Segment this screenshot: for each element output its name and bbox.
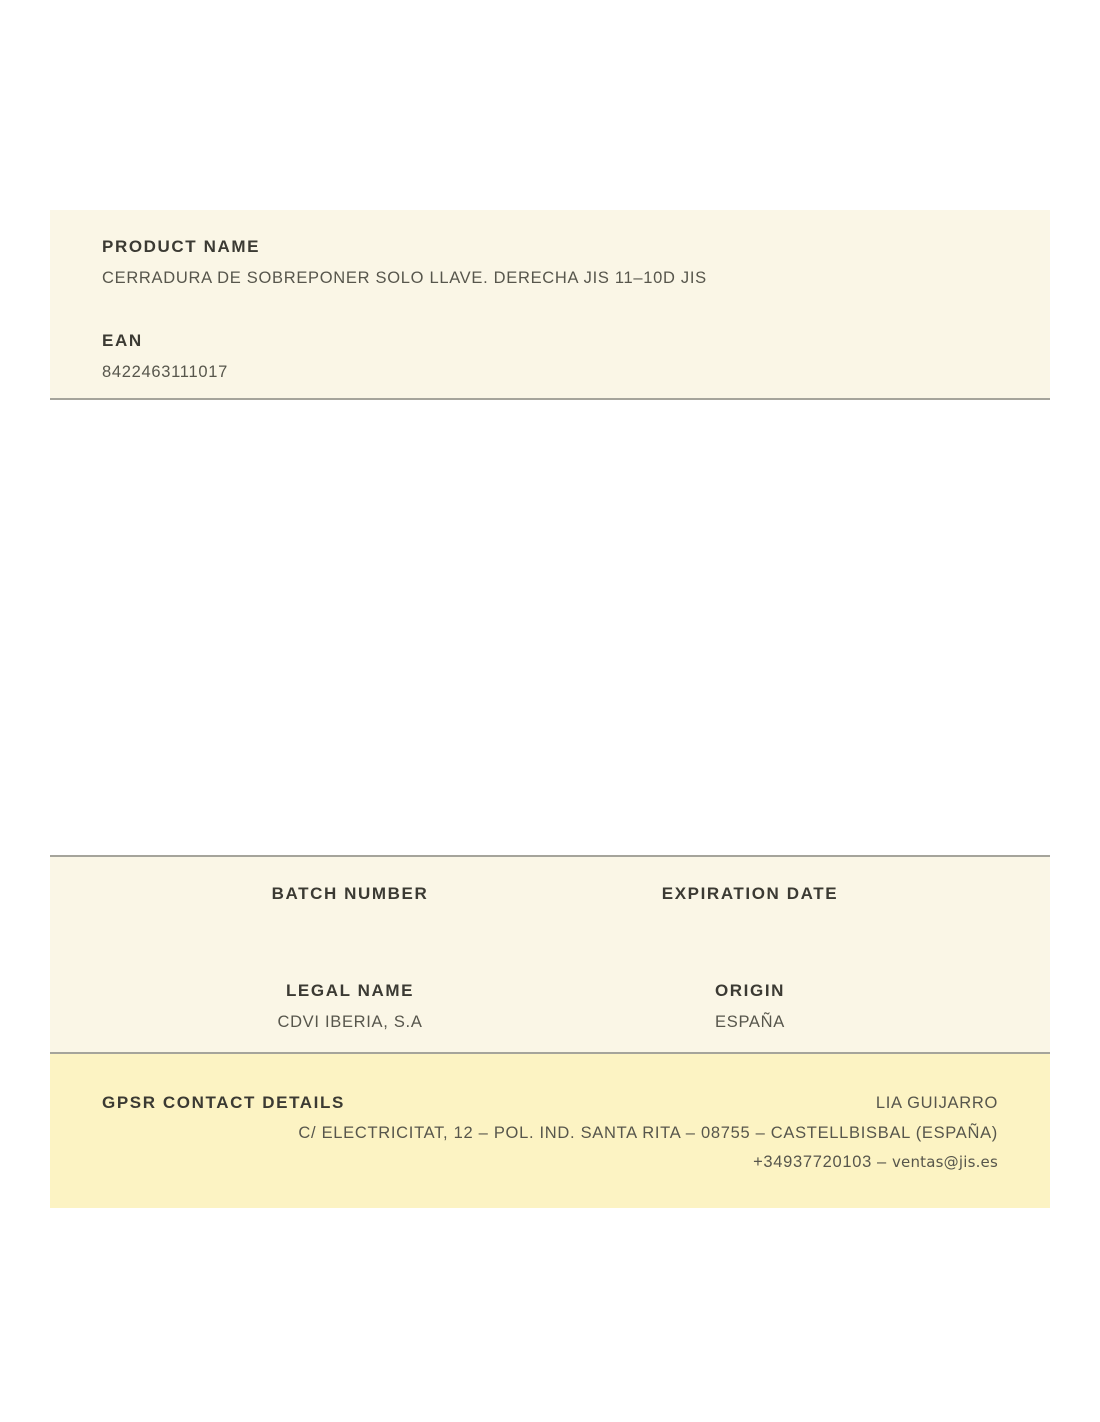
batch-number-field [150, 884, 550, 914]
gpsr-contact-name: LIA GUIJARRO [875, 1094, 998, 1112]
legal-name-value: CDVI IBERIA, S.A [277, 1012, 423, 1031]
product-name-value: CERRADURA DE SOBREPONER SOLO LLAVE. DERECHA JIS 11–10D JIS [102, 269, 707, 288]
phone-email-separator: – [877, 1153, 887, 1172]
product-name-field [102, 237, 998, 289]
gpsr-contact-label: GPSR CONTACT DETAILS [102, 1093, 345, 1112]
origin-label: ORIGIN [714, 981, 786, 1001]
gpsr-contact-email-link[interactable]: ventas@jis.es [891, 1153, 998, 1172]
batch-expiration-row [150, 884, 950, 914]
expiration-date-field [550, 884, 950, 914]
ean-label: EAN [102, 331, 143, 351]
expiration-date-label: EXPIRATION DATE [661, 884, 839, 903]
product-name-label: PRODUCT NAME [102, 237, 261, 256]
legal-origin-row [150, 981, 950, 1032]
batch-number-label: BATCH NUMBER [271, 884, 429, 903]
origin-field [550, 981, 950, 1032]
gpsr-contact-header [102, 1093, 998, 1114]
product-info-card [50, 210, 1050, 400]
gpsr-contact-card [50, 1054, 1050, 1208]
legal-name-field [150, 981, 550, 1032]
product-details-card [50, 855, 1050, 1054]
gpsr-contact-phone-line [102, 1152, 998, 1173]
origin-value: ESPAÑA [715, 1012, 785, 1031]
ean-field [102, 331, 998, 383]
ean-value: 8422463111017 [102, 363, 228, 382]
gpsr-contact-address: C/ ELECTRICITAT, 12 – POL. IND. SANTA RITA – 08755 – CASTELLBISBAL (ESPAÑA) [298, 1123, 998, 1142]
gpsr-contact-phone: +34937720103 [753, 1153, 873, 1172]
legal-name-label: LEGAL NAME [285, 981, 415, 1001]
